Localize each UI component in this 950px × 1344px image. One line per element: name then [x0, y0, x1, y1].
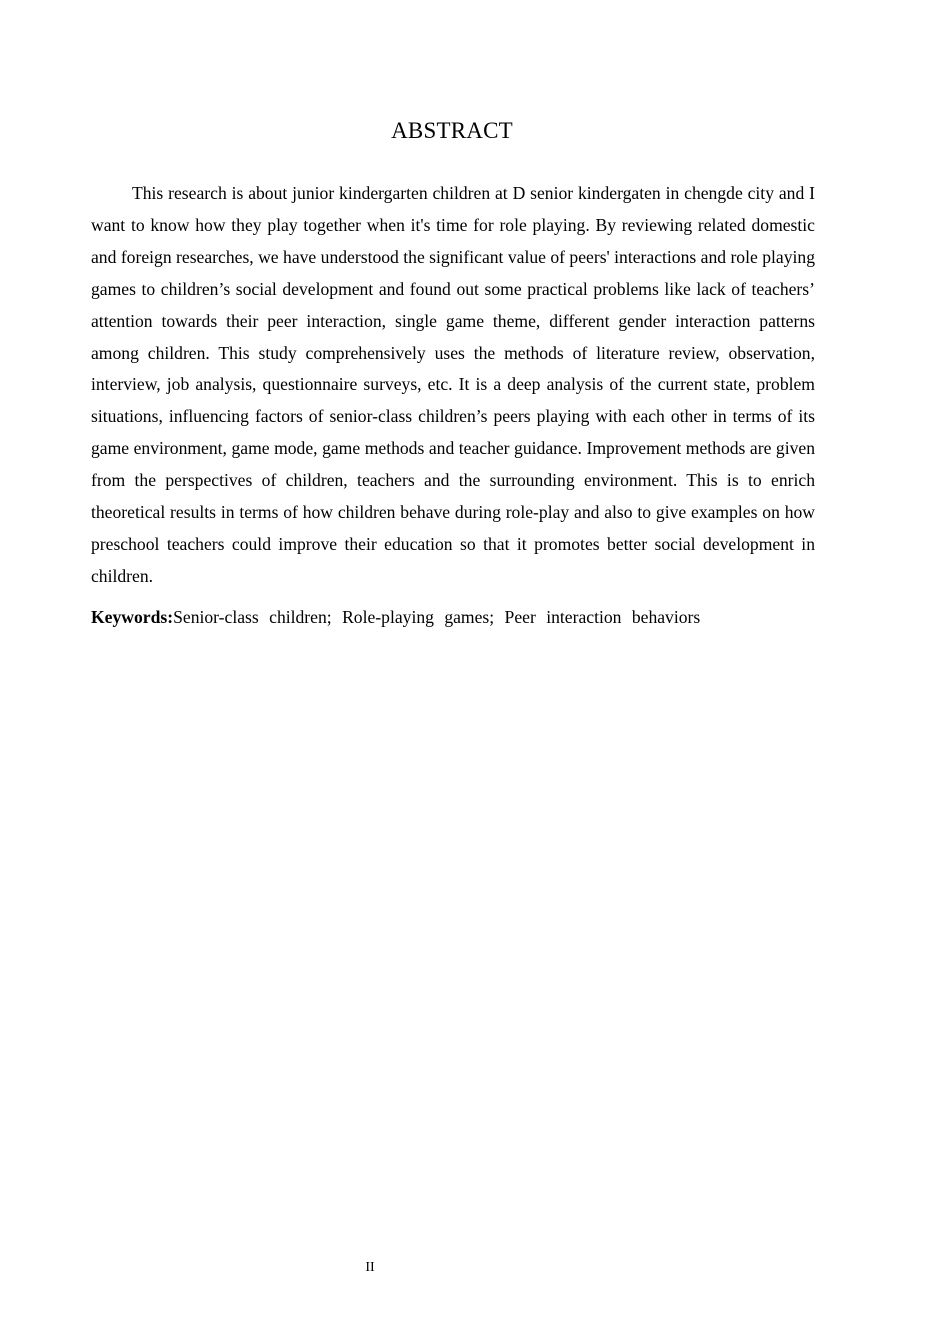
keywords-label: Keywords:	[91, 607, 174, 627]
abstract-body: This research is about junior kindergarten children at D senior kindergaten in chengde city and I want to know how they play together when it's time for role playing. By reviewing related domestic and foreign researches, we have understood the significant value of peers' interactions and role playing games to children’s social development and found out some practical problems like lack of teachers’ attention towards their peer interaction, single game theme, different gender interaction patterns among children. This study comprehensively uses the methods of literature review, observation, interview, job analysis, questionnaire surveys, etc. It is a deep analysis of the current state, problem situations, influencing factors of senior-class children’s peers playing with each other in terms of its game environment, game mode, game methods and teacher guidance. Improvement methods are given from the perspectives of children, teachers and the surrounding environment. This is to enrich theoretical results in terms of how children behave during role-play and also to give examples on how preschool teachers could improve their education so that it promotes better social development in children.	[91, 183, 815, 586]
keywords-list: Senior-class children; Role-playing games; Peer interaction behaviors	[173, 607, 701, 627]
keywords-line	[91, 602, 815, 633]
page-number: II	[365, 1260, 375, 1275]
abstract-title: ABSTRACT	[391, 118, 513, 143]
